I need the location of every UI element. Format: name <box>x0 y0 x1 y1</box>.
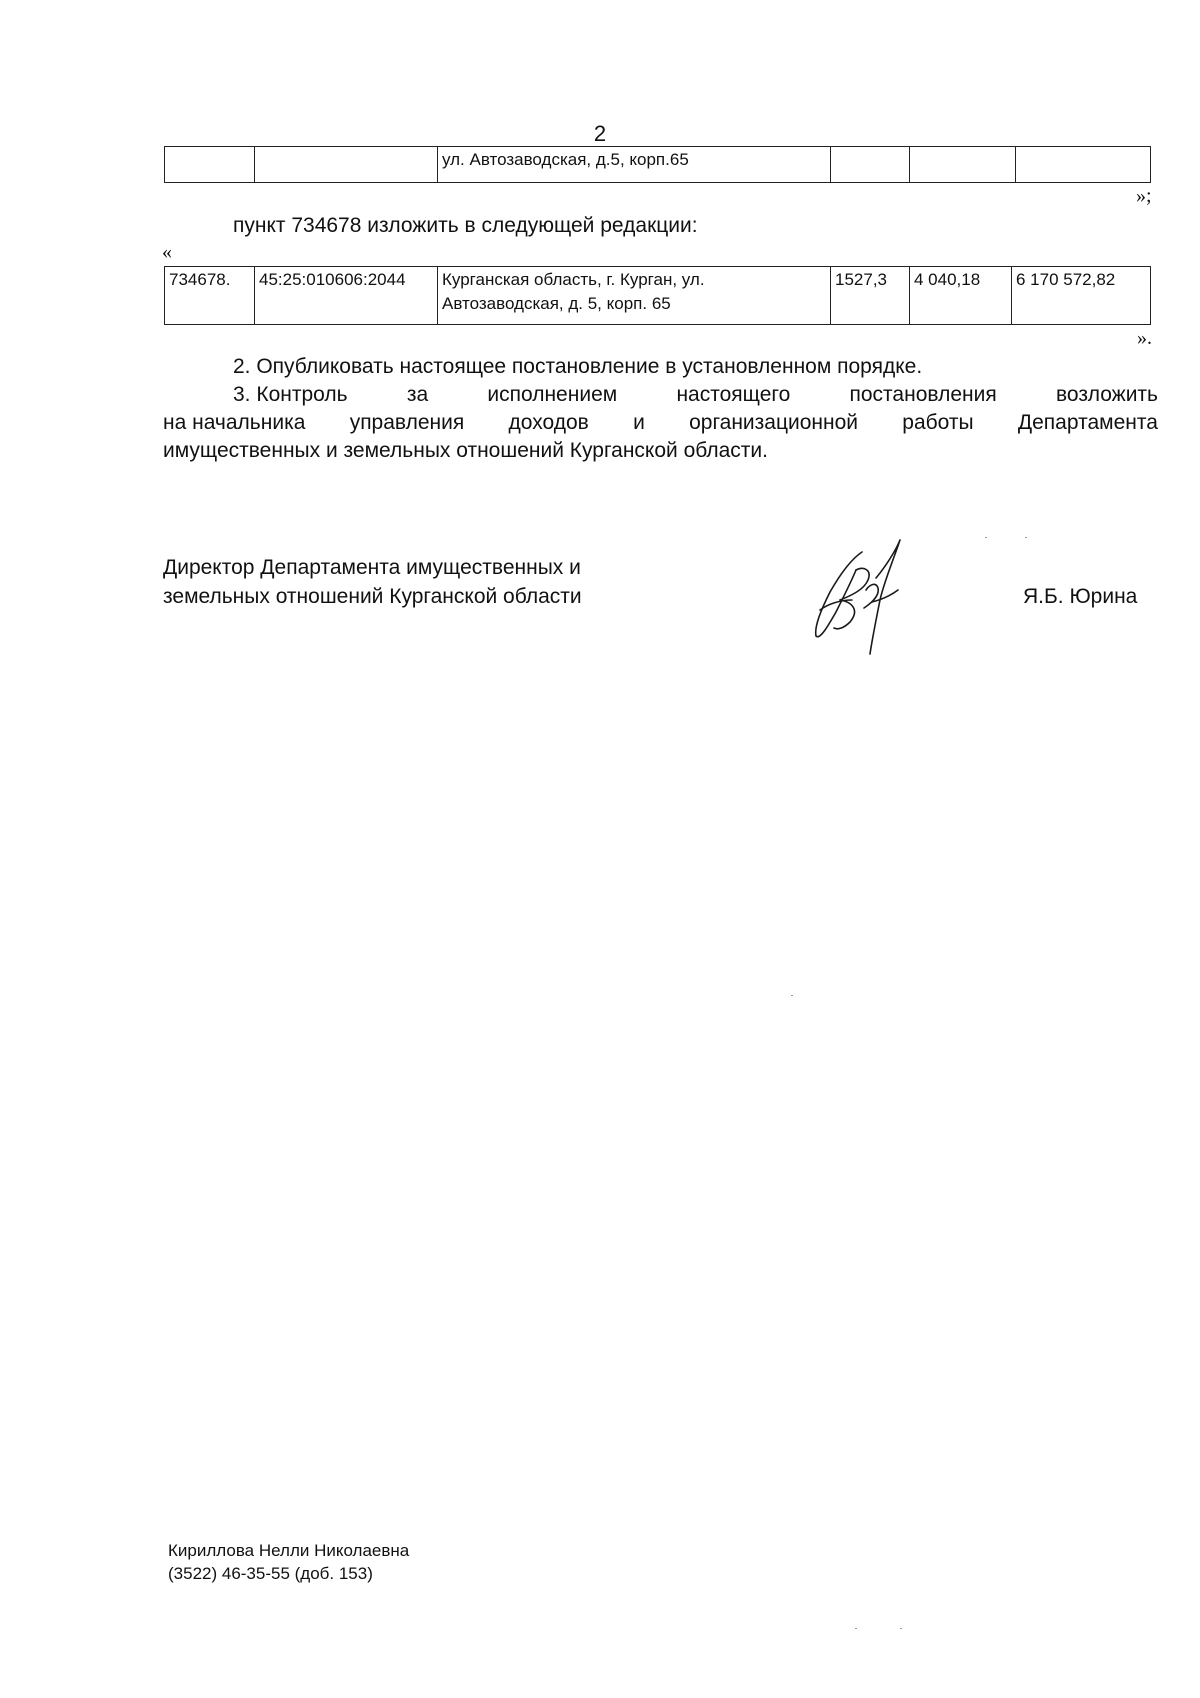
word: 3. Контроль <box>233 383 348 406</box>
paragraph-control-line-2 <box>163 409 1158 437</box>
table-cell-number <box>165 147 255 183</box>
table-cell-address: ул. Автозаводская, д.5, корп.65 <box>438 147 831 183</box>
table-cell-value: 6 170 572,82 <box>1012 267 1151 325</box>
word: работы <box>902 411 974 434</box>
table-cell-rate <box>910 147 1016 183</box>
scan-speck <box>1025 537 1027 538</box>
table-cell-cadastral <box>255 147 438 183</box>
signatory-name: Я.Б. Юрина <box>1023 585 1138 608</box>
scan-speck <box>791 995 793 996</box>
word: управления <box>349 411 465 434</box>
executor-name: Кириллова Нелли Николаевна <box>168 1541 410 1560</box>
scan-speck <box>900 1628 902 1629</box>
table-cell-area: 1527,3 <box>831 267 910 325</box>
scan-speck <box>855 1628 857 1629</box>
word: на начальника <box>163 411 306 434</box>
opening-quote: « <box>162 241 172 263</box>
instruction-text: пункт 734678 изложить в следующей редакции: <box>233 214 698 237</box>
closing-quote: ». <box>1137 327 1152 349</box>
executor-phone: (3522) 46-35-55 (доб. 153) <box>168 1564 373 1583</box>
amended-table <box>164 266 1151 325</box>
scan-speck <box>985 537 987 538</box>
paragraph-control-line-1 <box>233 381 1158 409</box>
word: организационной <box>689 411 859 434</box>
table-cell-number: 734678. <box>165 267 255 325</box>
table-cell-cadastral: 45:25:010606:2044 <box>255 267 438 325</box>
word: за <box>406 383 429 406</box>
word: Департамента <box>1017 411 1158 434</box>
executor-contact <box>168 1539 409 1585</box>
word: и <box>633 411 645 434</box>
paragraph-publish: 2. Опубликовать настоящее постановление в установленном порядке. <box>233 355 923 378</box>
word: настоящего <box>676 383 791 406</box>
word: постановления <box>849 383 997 406</box>
page-number: 2 <box>593 121 607 146</box>
handwritten-signature <box>800 530 940 660</box>
position-line: земельных отношений Курганской области <box>163 585 582 608</box>
table-row <box>165 147 1151 183</box>
table-cell-rate: 4 040,18 <box>910 267 1012 325</box>
table-row <box>165 267 1151 325</box>
paragraph-control-line-3: имущественных и земельных отношений Курганской области. <box>163 439 768 462</box>
table-cell-area <box>831 147 910 183</box>
word: доходов <box>508 411 589 434</box>
signatory-position <box>163 553 582 611</box>
table-cell-address: Курганская область, г. Курган, ул. Автозаводская, д. 5, корп. 65 <box>438 267 831 325</box>
word: возложить <box>1055 383 1158 406</box>
closing-quote: »; <box>1136 185 1152 207</box>
previous-table-fragment <box>164 146 1151 183</box>
word: исполнением <box>487 383 618 406</box>
position-line: Директор Департамента имущественных и <box>163 556 581 579</box>
table-cell-value <box>1016 147 1151 183</box>
